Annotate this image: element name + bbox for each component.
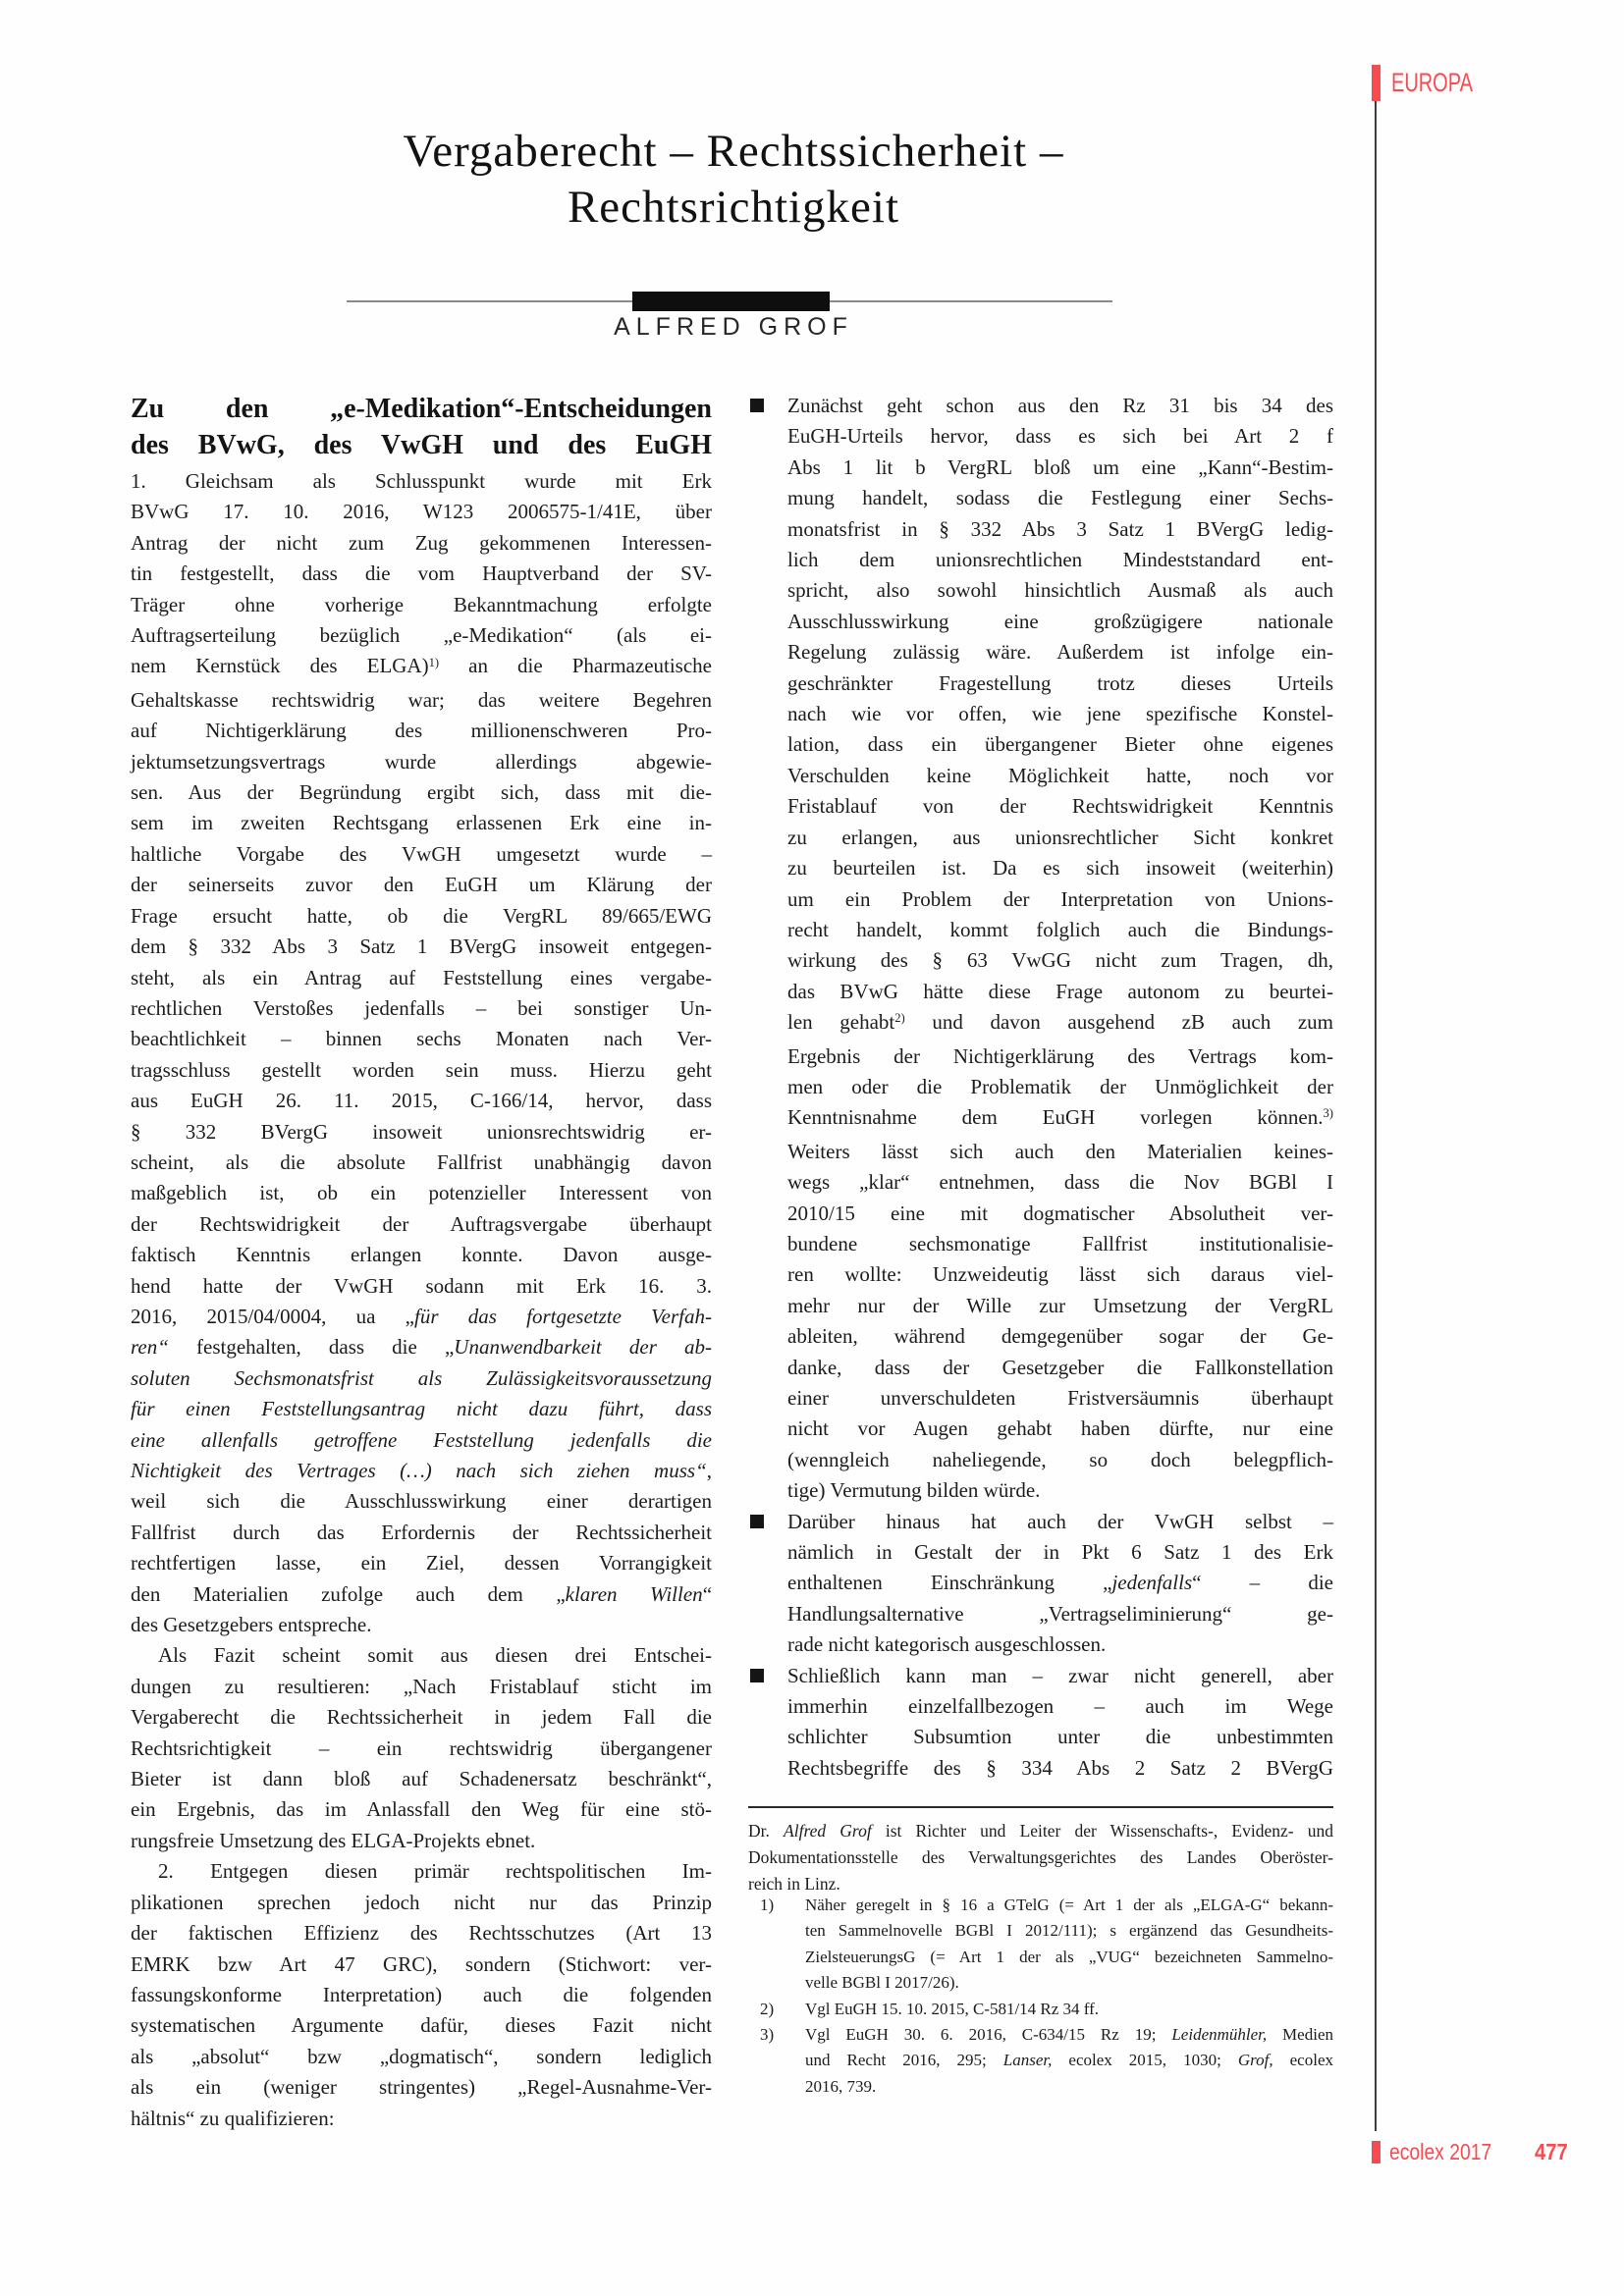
footnote-number: 3) (760, 2025, 775, 2045)
text-line: Rechtsrichtigkeit – ein rechtswidrig übergangener (131, 1735, 712, 1760)
text-line: mung handelt, sodass die Festlegung einer Sechs- (787, 486, 1333, 510)
bullet-text (787, 1661, 1333, 1785)
text-line: Zunächst geht schon aus den Rz 31 bis 34 des (787, 394, 1333, 417)
page-number: 477 (1535, 2139, 1568, 2164)
text-line: immerhin einzelfallbezogen – auch im Wege (787, 1694, 1333, 1719)
text-line: 2010/15 eine mit dogmatischer Absolutheit ver- (787, 1201, 1333, 1225)
text-line: EuGH-Urteils hervor, dass es sich bei Art 2 f (787, 424, 1333, 449)
text-line: danke, dass der Gesetzgeber die Fallkonstellation (787, 1355, 1333, 1379)
text-line: ein Ergebnis, das im Anlassfall den Weg für eine stö- (131, 1797, 712, 1822)
text-line: Frage ersucht hatte, ob die VergRL 89/665/EWG (131, 903, 712, 928)
text-line: rungsfreie Umsetzung des ELGA-Projekts ebnet. (131, 1828, 536, 1852)
text-line: maßgeblich ist, ob ein potenzieller Interessent von (131, 1181, 712, 1205)
text-line: monatsfrist in § 332 Abs 3 Satz 1 BVergG ledig- (787, 516, 1333, 541)
text-line: lation, dass ein übergangener Bieter ohne eigenes (787, 732, 1333, 757)
text-line: aus EuGH 26. 11. 2015, C-166/14, hervor, dass (131, 1089, 712, 1113)
footnotes (748, 1893, 1333, 2100)
journal-brand: ecolex 2017 (1389, 2139, 1492, 2164)
text-line: auf Nichtigerklärung des millionenschweren Pro- (131, 719, 712, 743)
text-line: weil sich die Ausschlusswirkung einer derartigen (131, 1489, 712, 1514)
text-line: als ein (weniger stringentes) „Regel-Ausnahme-Ver- (131, 2075, 712, 2100)
text-line: nicht vor Augen gehabt haben dürfte, nur eine (787, 1416, 1333, 1441)
text-line: sen. Aus der Begründung ergibt sich, dass mit die- (131, 780, 712, 805)
text-line: rechtfertigen lasse, ein Ziel, dessen Vorrangigkeit (131, 1551, 712, 1575)
text-line: einer unverschuldeten Fristversäumnis überhaupt (787, 1386, 1333, 1410)
text-line: sem im zweiten Rechtsgang erlassenen Erk eine in- (131, 811, 712, 835)
europa-red-bar-icon (1372, 65, 1380, 101)
text-line: men oder die Problematik der Unmöglichkeit der (787, 1074, 1333, 1098)
text-line: ren“ festgehalten, dass die „Unanwendbarkeit der ab- (131, 1335, 713, 1360)
bullet-square-icon (750, 399, 764, 412)
text-line: ten Sammelnovelle BGBl I 2012/111); s ergänzend das Gesundheits- (805, 1921, 1333, 1941)
author-note (748, 1806, 1333, 1897)
europa-label: EUROPA (1391, 68, 1473, 97)
text-line: der seinerseits zuvor den EuGH um Klärung der (131, 873, 712, 897)
text-line: zu beurteilen ist. Da es sich insoweit (weiterhin) (787, 856, 1333, 881)
text-line: Regelung zulässig wäre. Außerdem ist infolge ein- (787, 640, 1333, 665)
text-line: Kenntnisnahme dem EuGH vorlegen können.$^{3)}$ (787, 1105, 1333, 1130)
text-line: plikationen sprechen jedoch nicht nur das Prinzip (131, 1890, 712, 1914)
footnote-text (805, 1893, 1333, 1997)
text-line: Vergaberecht die Rechtssicherheit in jedem Fall die (131, 1705, 712, 1730)
right-column (748, 391, 1333, 1784)
text-line: Vgl EuGH 30. 6. 2016, C-634/15 Rz 19; Leidenmühler, Medien (805, 2025, 1333, 2045)
text-line: Ausschlusswirkung eine großzügigere nationale (787, 609, 1333, 633)
text-line: Abs 1 lit b VergRL bloß um eine „Kann“-Bestim- (787, 454, 1333, 479)
footnote (748, 1893, 1333, 1997)
text-line: tin festgestellt, dass die vom Hauptverband der SV- (131, 561, 712, 586)
text-line: 2016, 739. (805, 2076, 877, 2096)
text-line: jektumsetzungsvertrags wurde allerdings abgewie- (131, 749, 712, 774)
text-line: 1. Gleichsam als Schlusspunkt wurde mit Erk (131, 469, 712, 493)
text-line: Ergebnis der Nichtigerklärung des Vertrags kom- (787, 1043, 1333, 1068)
bullet-item (748, 1661, 1333, 1785)
text-line: Verschulden keine Möglichkeit hatte, noch vor (787, 763, 1333, 787)
section-heading (131, 391, 712, 463)
footer-red-bar-icon (1372, 2141, 1380, 2163)
paragraph (131, 1856, 712, 2134)
text-line: ZielsteuerungsG (= Art 1 der als „VUG“ bezeichneten Sammelno- (805, 1947, 1333, 1966)
bullet-text (787, 391, 1333, 1507)
footnote-text (805, 2022, 1333, 2100)
text-line: Schließlich kann man – zwar nicht generell, aber (787, 1663, 1333, 1687)
bullet-item (748, 1507, 1333, 1661)
text-line: für einen Feststellungsantrag nicht dazu führt, dass (131, 1397, 712, 1421)
text-line: Antrag der nicht zum Zug gekommenen Interessen- (131, 530, 712, 555)
text-line: hältnis“ zu qualifizieren: (131, 2106, 335, 2130)
text-line: Weiters lässt sich auch den Materialien keines- (787, 1139, 1333, 1163)
text-line: faktisch Kenntnis erlangen konnte. Davon ausge- (131, 1243, 712, 1267)
text-line: wegs „klar“ entnehmen, dass die Nov BGBl I (787, 1170, 1333, 1195)
text-line: rade nicht kategorisch ausgeschlossen. (787, 1632, 1107, 1657)
text-line: des BVwG, des VwGH und des EuGH (131, 430, 712, 460)
text-line: rechtlichen Verstoßes jedenfalls – bei sonstiger Un- (131, 995, 712, 1020)
bullet-square-icon (750, 1515, 764, 1528)
text-line: reich in Linz. (748, 1874, 840, 1894)
text-line: wirkung des § 63 VwGG nicht zum Tragen, dh, (787, 948, 1333, 973)
text-line: enthaltenen Einschränkung „jedenfalls“ – die (787, 1571, 1333, 1595)
text-line: des Gesetzgebers entspreche. (131, 1613, 372, 1637)
text-line: (wenngleich naheliegende, so doch belegpflich- (787, 1447, 1333, 1471)
paragraph (131, 1640, 712, 1856)
text-line: Näher geregelt in § 16 a GTelG (= Art 1 der als „ELGA-G“ bekann- (805, 1896, 1333, 1914)
bullet-square-icon (750, 1669, 764, 1682)
text-line: Träger ohne vorherige Bekanntmachung erfolgte (131, 592, 712, 616)
article-title (131, 124, 1336, 236)
text-line: Nichtigkeit des Vertrages (…) nach sich ziehen muss“, (131, 1459, 712, 1482)
footnote-number: 2) (760, 1999, 775, 2018)
text-line: len gehabt$^{2)}$ und davon ausgehend zB auch zum (787, 1010, 1333, 1035)
left-column (131, 391, 712, 2134)
text-line: Fristablauf von der Rechtswidrigkeit Kenntnis (787, 794, 1333, 819)
text-line: Auftragserteilung bezüglich „e-Medikation“ (als ei- (131, 623, 712, 648)
right-margin-divider (1375, 101, 1377, 2131)
footnote-number: 1) (760, 1896, 775, 1914)
text-line: schlichter Subsumtion unter die unbestimmten (787, 1725, 1333, 1749)
text-line: spricht, also sowohl hinsichtlich Ausmaß als auch (787, 578, 1333, 603)
text-line: tige) Vermutung bilden würde. (787, 1478, 1041, 1503)
bullet-item (748, 391, 1333, 1507)
footnote (748, 2022, 1333, 2100)
text-line: zu erlangen, aus unionsrechtlicher Sicht konkret (787, 825, 1333, 849)
text-line: Dokumentationsstelle des Verwaltungsgerichtes des Landes Oberöster- (748, 1847, 1333, 1867)
europa-tag (1372, 65, 1501, 101)
footnote (748, 1997, 1333, 2022)
author-name: ALFRED GROF (614, 313, 853, 341)
text-line: der faktischen Effizienz des Rechtsschutzes (Art 13 (131, 1921, 712, 1946)
text-line: lich dem unionsrechtlichen Mindeststandard ent- (787, 548, 1333, 572)
text-line: tragsschluss gestellt worden sein muss. Hierzu geht (131, 1057, 712, 1082)
text-line: beachtlichkeit – binnen sechs Monaten nach Ver- (131, 1027, 712, 1051)
text-line: BVwG 17. 10. 2016, W123 2006575-1/41E, über (131, 500, 712, 524)
text-line: Dr. Alfred Grof ist Richter und Leiter der Wissenschafts-, Evidenz- und (748, 1821, 1333, 1841)
text-line: den Materialien zufolge auch dem „klaren Willen“ (131, 1581, 713, 1606)
text-line: Rechtsbegriffe des § 334 Abs 2 Satz 2 BVergG (787, 1755, 1333, 1780)
text-line: das BVwG hätte diese Frage autonom zu beurtei- (787, 979, 1333, 1003)
text-line: um ein Problem der Interpretation von Unions- (787, 886, 1333, 911)
text-line: Als Fazit scheint somit aus diesen drei Entschei- (158, 1643, 712, 1668)
text-line: als „absolut“ bzw „dogmatisch“, sondern lediglich (131, 2044, 712, 2068)
text-line: Bieter ist dann bloß auf Schadenersatz beschränkt“, (131, 1767, 712, 1791)
text-line: geschränkter Fragestellung trotz dieses Urteils (787, 670, 1333, 695)
text-line: ableiten, während demgegenüber sogar der Ge- (787, 1324, 1333, 1349)
text-line: § 332 BVergG insoweit unionsrechtswidrig er- (131, 1119, 712, 1144)
text-line: Gehaltskasse rechtswidrig war; das weitere Begehren (131, 687, 712, 712)
text-line: der Rechtswidrigkeit der Auftragsvergabe überhaupt (131, 1211, 712, 1236)
text-line: soluten Sechsmonatsfrist als Zulässigkeitsvoraussetzung (131, 1365, 712, 1390)
footnote-text (805, 1997, 1333, 2022)
text-line: nem Kernstück des ELGA)$^{1)}$ an die Pharmazeutische (131, 654, 712, 678)
text-line: EMRK bzw Art 47 GRC), sondern (Stichwort: ver- (131, 1951, 712, 1976)
text-line: Handlungsalternative „Vertragseliminierung“ ge- (787, 1601, 1333, 1626)
text-line: nach wie vor offen, wie jene spezifische Konstel- (787, 702, 1333, 726)
text-line: nämlich in Gestalt der in Pkt 6 Satz 1 des Erk (787, 1540, 1333, 1565)
paragraph (131, 466, 712, 1640)
text-line: steht, als ein Antrag auf Feststellung eines vergabe- (131, 965, 712, 989)
article-title-line2: Rechtsrichtigkeit (567, 182, 900, 233)
text-line: dem § 332 Abs 3 Satz 1 BVergG insoweit entgegen- (131, 934, 712, 959)
text-line: und Recht 2016, 295; Lanser, ecolex 2015, 1030; Grof, ecolex (805, 2051, 1333, 2070)
page-footer (1372, 2139, 1572, 2165)
text-line: scheint, als die absolute Fallfrist unabhängig davon (131, 1149, 712, 1174)
text-line: Darüber hinaus hat auch der VwGH selbst – (787, 1509, 1333, 1533)
text-line: fassungskonforme Interpretation) auch die folgenden (131, 1982, 712, 2006)
article-title-line1: Vergaberecht – Rechtssicherheit – (403, 126, 1064, 177)
left-column-body (131, 466, 712, 2134)
text-line: hend hatte der VwGH sodann mit Erk 16. 3. (131, 1273, 712, 1298)
text-line: Fallfrist durch das Erfordernis der Rechtssicherheit (131, 1520, 712, 1544)
text-line: 2016, 2015/04/0004, ua „für das fortgesetzte Verfah- (131, 1304, 712, 1328)
text-line: Zu den „e-Medikation“-Entscheidungen (131, 394, 712, 424)
bullet-text (787, 1507, 1333, 1661)
text-line: 2. Entgegen diesen primär rechtspolitischen Im- (158, 1859, 712, 1884)
text-line: velle BGBl I 2017/26). (805, 1973, 959, 1993)
text-line: mehr nur der Wille zur Umsetzung der VergRL (787, 1293, 1333, 1317)
text-line: recht handelt, kommt folglich auch die Bindungs- (787, 917, 1333, 941)
text-line: eine allenfalls getroffene Feststellung jedenfalls die (131, 1427, 712, 1452)
text-line: dungen zu resultieren: „Nach Fristablauf sticht im (131, 1674, 712, 1698)
text-line: haltliche Vorgabe des VwGH umgesetzt wurde – (131, 841, 712, 866)
text-line: bundene sechsmonatige Fallfrist institutionalisie- (787, 1231, 1333, 1255)
text-line: systematischen Argumente dafür, dieses Fazit nicht (131, 2013, 712, 2038)
title-black-bar (632, 292, 830, 311)
text-line: Vgl EuGH 15. 10. 2015, C-581/14 Rz 34 ff. (805, 1999, 1100, 2018)
text-line: ren wollte: Unzweideutig lässt sich daraus viel- (787, 1262, 1333, 1287)
